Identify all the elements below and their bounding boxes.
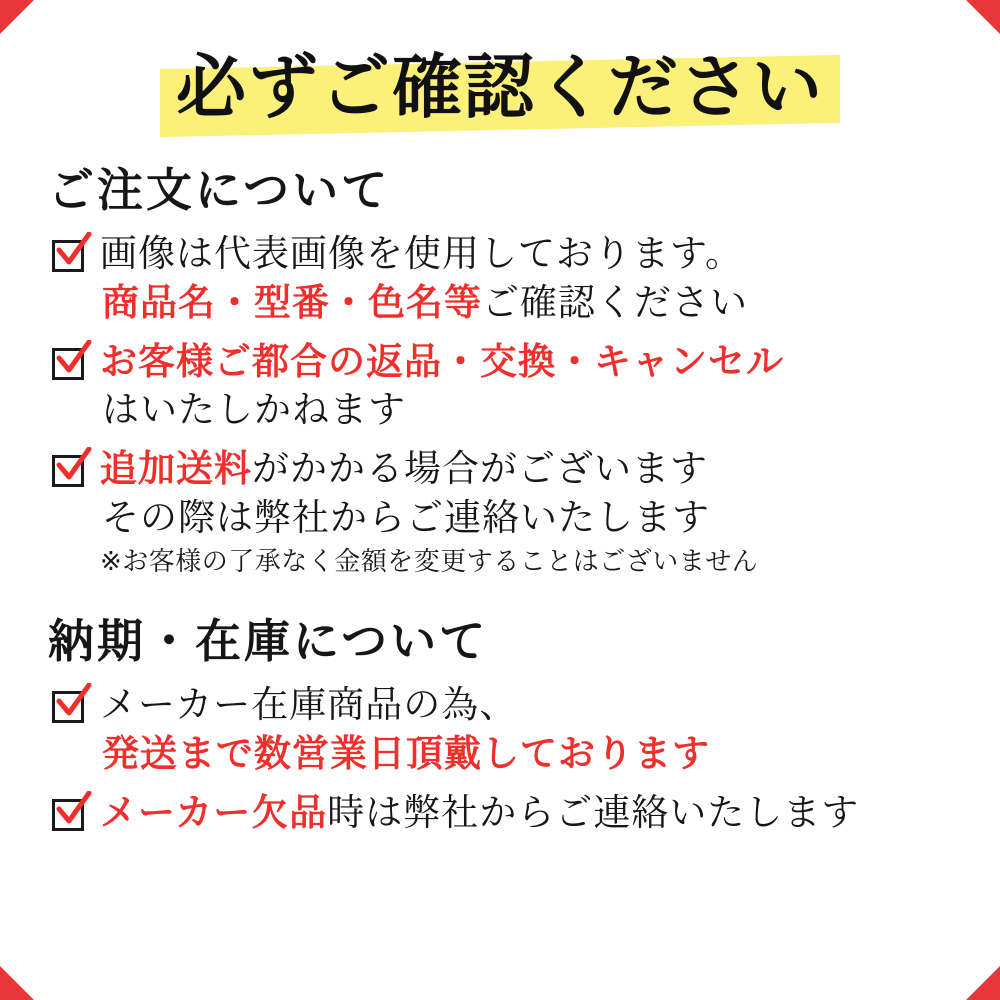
checkbox-checked-icon <box>50 344 90 384</box>
notice-line <box>100 789 960 838</box>
section-heading-delivery: 納期・在庫について <box>48 614 489 669</box>
notice-item-text <box>100 445 960 579</box>
notice-line <box>100 445 960 494</box>
notice-item <box>50 445 960 579</box>
page-title <box>160 48 840 128</box>
section-heading-order: ご注文について <box>48 163 391 217</box>
corner-decoration-bottom-left <box>0 966 34 1000</box>
page-title-wrapper <box>40 48 960 128</box>
notice-line-red: メーカー欠品 <box>100 790 328 834</box>
notice-line: 画像は代表画像を使用しております。 <box>100 232 744 275</box>
notice-item-text <box>100 681 960 779</box>
notice-item-text <box>100 230 960 328</box>
notice-line: お客様ご都合の返品・交換・キャンセル <box>100 339 784 383</box>
notice-line-black: 時は弊社からご連絡いたします <box>327 790 860 834</box>
notice-note: ※お客様の了承なく金額を変更することはございません <box>100 546 759 577</box>
notice-line: メーカー在庫商品の為、 <box>100 683 518 727</box>
checkbox-checked-icon <box>50 236 90 276</box>
notice-line-red: 追加送料 <box>100 447 252 491</box>
notice-line <box>102 279 960 328</box>
notice-item <box>50 681 960 779</box>
notice-item-text <box>100 338 960 436</box>
notice-line: その際は弊社からご連絡いたします <box>102 496 710 540</box>
notice-line-red: 商品名・型番・色名等 <box>102 280 482 324</box>
notice-item <box>50 338 960 436</box>
checkbox-checked-icon <box>50 795 90 835</box>
notice-line-black: ご確認ください <box>482 280 748 324</box>
notice-item <box>50 789 960 838</box>
notice-item-text <box>100 789 960 838</box>
page-title-label: 必ずご確認ください <box>176 46 824 128</box>
notice-line: はいたしかねます <box>102 388 406 432</box>
checkbox-checked-icon <box>50 451 90 491</box>
corner-decoration-top-right <box>966 0 1000 34</box>
notice-line: 発送まで数営業日頂戴しております <box>102 732 710 776</box>
corner-decoration-top-left <box>0 0 34 34</box>
corner-decoration-bottom-right <box>966 966 1000 1000</box>
notice-line-black: がかかる場合がございます <box>252 447 708 491</box>
checkbox-checked-icon <box>50 687 90 727</box>
notice-item <box>50 230 960 328</box>
